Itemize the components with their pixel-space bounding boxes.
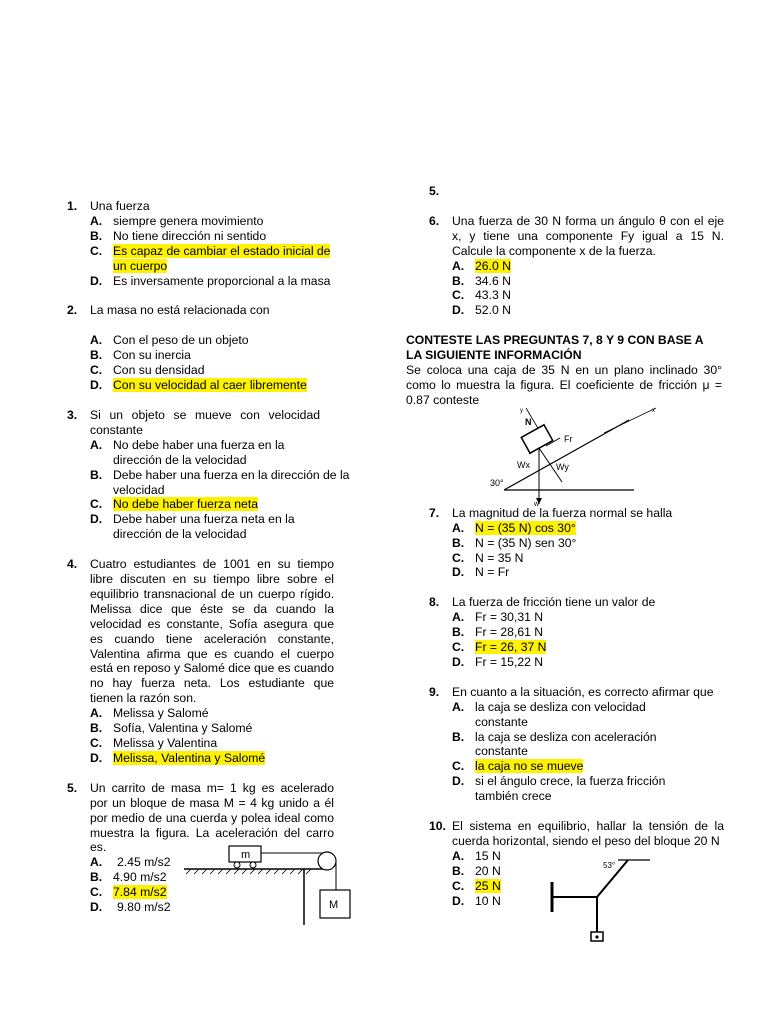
highlighted-answer: 26.0 N [475, 258, 511, 273]
option-a: A. 15 N [452, 848, 501, 863]
option-d: D. Debe haber una fuerza neta en la dirección de la velocidad [90, 512, 295, 542]
right-column [406, 184, 724, 909]
option-d: D. 52.0 N [452, 303, 511, 318]
option-c: C. 43.3 N [452, 288, 511, 303]
question-number: 10. [429, 819, 446, 834]
friction-label: Fr [564, 433, 573, 444]
question-8 [424, 595, 724, 670]
question-9 [424, 685, 724, 804]
question-text: Cuatro estudiantes de 1001 en su tiempo libre discuten en su tiempo libre sobre el equilibrio transnacional de un cuerpo rígido. Melissa dice que éste se da cuando la velocidad es constante, Sofía asegura que es cuando tiene aceleración constante, Valentina afirma que es cuando el cuerpo está en reposo y Salomé dice que es cuando no hay fuerza neta. Los estudiante que tienen la razón son. [90, 557, 334, 706]
option-b: B. 20 N [452, 863, 501, 878]
question-number: 5. [429, 184, 440, 198]
option-b: B. Con su inercia [90, 348, 191, 363]
option-d: D. N = Fr [452, 565, 510, 580]
option-d: D. Fr = 15,22 N [452, 654, 544, 669]
question-text: El sistema en equilibrio, hallar la tensión de la cuerda horizontal, siendo el peso del bloque 20 N [452, 819, 724, 848]
x-axis [604, 408, 656, 433]
x-axis-label: x [652, 407, 655, 414]
info-paragraph: Se coloca una caja de 35 N en un plano inclinado 30° como lo muestra la figura. El coeficiente de fricción μ = 0.87 conteste [406, 363, 722, 407]
option-a: A. siempre genera movimiento [90, 213, 264, 228]
question-7 [424, 506, 724, 581]
option-c: C. Es capaz de cambiar el estado inicial de un cuerpo [90, 243, 331, 273]
question-number: 3. [67, 407, 78, 422]
question-text: Si un objeto se mueve con velocidad constante [90, 407, 320, 437]
incline-surface [504, 420, 629, 490]
highlighted-answer: 7.84 m/s2 [113, 885, 167, 900]
option-c: C. No debe haber fuerza neta [90, 497, 259, 512]
option-b: B. 4.90 m/s2 [90, 870, 167, 885]
question-3 [62, 407, 350, 542]
tension-equilibrium-figure [546, 852, 656, 944]
question-number: 2. [67, 303, 78, 318]
option-c: C. Fr = 26, 37 N [452, 640, 547, 655]
cart-wheel [234, 862, 240, 868]
angle-label: 53° [603, 861, 616, 870]
weight-label: w [534, 500, 540, 508]
section-heading: CONTESTE LAS PREGUNTAS 7, 8 Y 9 CON BASE A LA SIGUIENTE INFORMACIÓN [406, 333, 704, 363]
option-d: D. si el ángulo crece, la fuerza fricción también crece [452, 774, 666, 804]
question-6 [424, 214, 724, 318]
option-a: A. 26.0 N [452, 258, 511, 273]
highlighted-answer: N = (35 N) cos 30° [475, 520, 576, 535]
option-b: B. N = (35 N) sen 30° [452, 535, 577, 550]
highlighted-answer: la caja no se mueve [475, 759, 584, 774]
incline-height [629, 420, 634, 490]
question-number: 4. [67, 557, 78, 572]
incline-plane-figure [490, 407, 664, 508]
wy-label: Wy [556, 461, 569, 472]
option-c: C. Con su densidad [90, 363, 205, 378]
cart-wheel [250, 862, 256, 868]
question-text: Una fuerza [90, 199, 150, 213]
highlighted-answer: Melissa, Valentina y Salomé [113, 750, 266, 765]
question-1 [62, 199, 334, 288]
question-text: Una fuerza de 30 N forma un ángulo θ con el eje x, y tiene una componente Fy igual a 15 N. Calcule la componente x de la fuerza. [452, 213, 724, 258]
option-d: D. Con su velocidad al caer libremente [90, 378, 307, 393]
highlighted-answer: No debe haber fuerza neta [113, 497, 259, 512]
option-a: A. Con el peso de un objeto [90, 333, 249, 348]
pulley-cart-figure [184, 840, 364, 925]
weight-hook [595, 935, 598, 938]
highlighted-answer: Es capaz de cambiar el estado inicial de un cuerpo [113, 243, 331, 273]
question-text: La masa no está relacionada con [90, 303, 270, 318]
question-2 [62, 303, 334, 393]
question-4 [62, 557, 334, 766]
question-number: 1. [67, 199, 78, 213]
angle-label: 30° [490, 477, 504, 488]
option-b: B. Debe haber una fuerza en la dirección de la velocidad [90, 467, 350, 497]
y-axis-label: y [520, 407, 523, 414]
cart-label: m [241, 849, 251, 861]
highlighted-answer: 25 N [475, 878, 501, 893]
option-c: C. 7.84 m/s2 [90, 885, 167, 900]
option-c: C. 25 N [452, 878, 501, 893]
question-number: 6. [429, 213, 440, 228]
option-b: B. Fr = 28,61 N [452, 625, 544, 640]
question-text: En cuanto a la situación, es correcto afirmar que [452, 684, 714, 699]
option-b: B. 34.6 N [452, 273, 511, 288]
question-number: 8. [429, 595, 440, 610]
option-a: A. Fr = 30,31 N [452, 610, 544, 625]
pulley [318, 852, 336, 870]
option-b: B. No tiene dirección ni sentido [90, 228, 267, 243]
option-d: D. Es inversamente proporcional a la masa [90, 273, 331, 288]
question-text: Un carrito de masa m= 1 kg es acelerado por un bloque de masa M = 4 kg unido a él por medio de una cuerda y polea ideal como muestra la figura. La aceleración del carro es. [90, 780, 334, 855]
question-number: 7. [429, 505, 440, 520]
left-column [62, 199, 350, 915]
question-5-continued [424, 184, 724, 199]
option-b: B. la caja se desliza con aceleración constante [452, 729, 657, 759]
highlighted-answer: Con su velocidad al caer libremente [113, 378, 307, 393]
option-d: D. 10 N [452, 893, 501, 908]
highlighted-answer: Fr = 26, 37 N [475, 640, 547, 655]
normal-force-label: N [525, 416, 532, 427]
option-d: D. 9.80 m/s2 [90, 900, 171, 915]
option-a: A. No debe haber una fuerza en la dirección de la velocidad [90, 437, 285, 467]
option-a: A. N = (35 N) cos 30° [452, 520, 576, 535]
option-a: A. la caja se desliza con velocidad constante [452, 699, 646, 729]
hanging-block-label: M [329, 899, 339, 911]
wx-label: Wx [517, 459, 530, 470]
option-c: C. la caja no se mueve [452, 759, 584, 774]
option-c: C. N = 35 N [452, 550, 524, 565]
option-d: D. Melissa, Valentina y Salomé [90, 750, 266, 765]
question-number: 9. [429, 684, 440, 699]
option-c: C. Melissa y Valentina [90, 736, 218, 750]
question-number: 5. [67, 780, 78, 795]
question-text: La magnitud de la fuerza normal se halla [452, 505, 673, 520]
option-a: A. 2.45 m/s2 [90, 855, 171, 870]
option-b: B. Sofía, Valentina y Salomé [90, 721, 253, 736]
question-text: La fuerza de fricción tiene un valor de [452, 595, 656, 610]
option-a: A. Melissa y Salomé [90, 706, 209, 721]
